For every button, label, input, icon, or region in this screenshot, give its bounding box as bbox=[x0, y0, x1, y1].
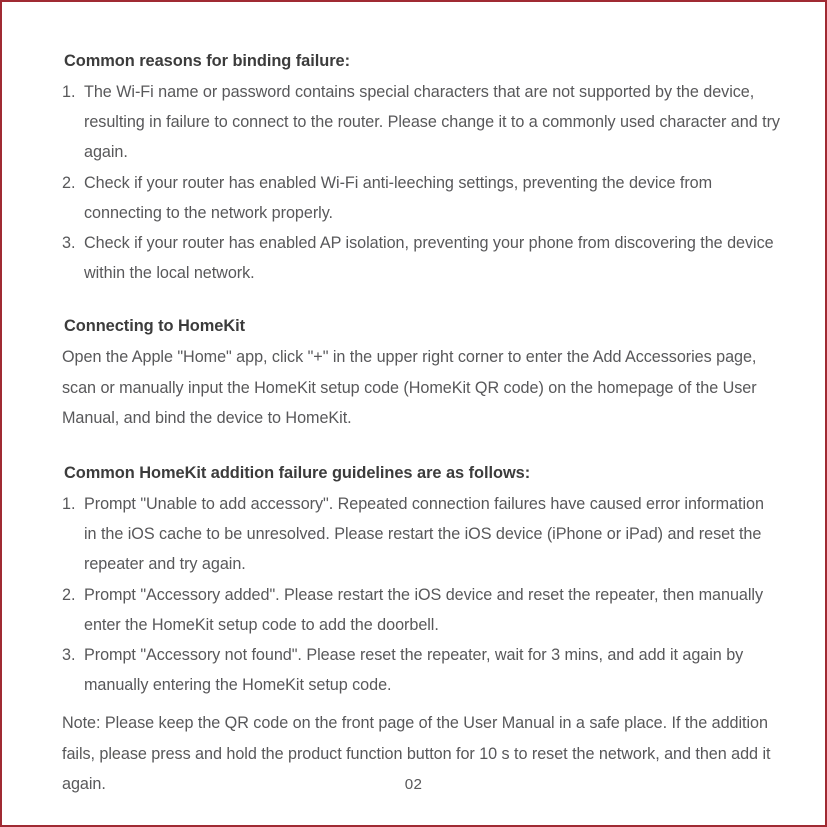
list-item bbox=[62, 489, 780, 580]
page-content bbox=[62, 46, 780, 799]
list-marker: 2. bbox=[62, 585, 76, 604]
list-marker: 3. bbox=[62, 646, 76, 665]
list-item-text: Check if your router has enabled AP isolation, preventing your phone from discovering the device within the local network. bbox=[84, 234, 774, 283]
list-marker: 3. bbox=[62, 234, 76, 253]
homekit-failure-heading: Common HomeKit addition failure guidelines are as follows: bbox=[64, 464, 531, 483]
list-item bbox=[62, 228, 780, 288]
section-connecting-homekit bbox=[62, 311, 780, 433]
section-spacer bbox=[62, 288, 780, 311]
list-item-text: Prompt "Accessory added". Please restart the iOS device and reset the repeater, then manually enter the HomeKit setup code to add the doorbell. bbox=[84, 585, 763, 634]
section-spacer bbox=[62, 433, 780, 458]
list-item-text: Prompt "Accessory not found". Please reset the repeater, wait for 3 mins, and add it again by manually entering the HomeKit setup code. bbox=[84, 646, 744, 695]
page-number: 02 bbox=[404, 776, 423, 793]
list-item-text: The Wi-Fi name or password contains special characters that are not supported by the device, resulting in failure to connect to the router. Please change it to a commonly used character and try again. bbox=[84, 83, 780, 162]
homekit-failure-list bbox=[62, 489, 780, 700]
binding-failure-list bbox=[62, 77, 780, 288]
homekit-failure-note: Note: Please keep the QR code on the front page of the User Manual in a safe place. If the addition fails, please press and hold the product function button for 10 s to reset the network, and then add it again. bbox=[62, 714, 771, 793]
list-item-text: Check if your router has enabled Wi-Fi anti-leeching settings, preventing the device from connecting to the network properly. bbox=[84, 173, 713, 222]
section-homekit-failure bbox=[62, 458, 780, 799]
list-marker: 1. bbox=[62, 495, 76, 514]
list-item bbox=[62, 77, 780, 168]
binding-failure-heading: Common reasons for binding failure: bbox=[64, 52, 351, 70]
section-binding-failure bbox=[62, 46, 780, 288]
list-item bbox=[62, 168, 780, 228]
connecting-homekit-paragraph: Open the Apple "Home" app, click "+" in the upper right corner to enter the Add Accessories page, scan or manually input the HomeKit setup code (HomeKit QR code) on the homepage of the User Manual, and bind the device to HomeKit. bbox=[62, 348, 757, 427]
list-marker: 2. bbox=[62, 173, 76, 192]
list-item-text: Prompt "Unable to add accessory". Repeated connection failures have caused error information in the iOS cache to be unresolved. Please restart the iOS device (iPhone or iPad) and reset the repeater and try again. bbox=[84, 495, 764, 574]
list-marker: 1. bbox=[62, 83, 76, 101]
connecting-homekit-heading: Connecting to HomeKit bbox=[64, 317, 246, 336]
list-item bbox=[62, 640, 780, 700]
note-spacer bbox=[62, 700, 780, 708]
list-item bbox=[62, 580, 780, 640]
